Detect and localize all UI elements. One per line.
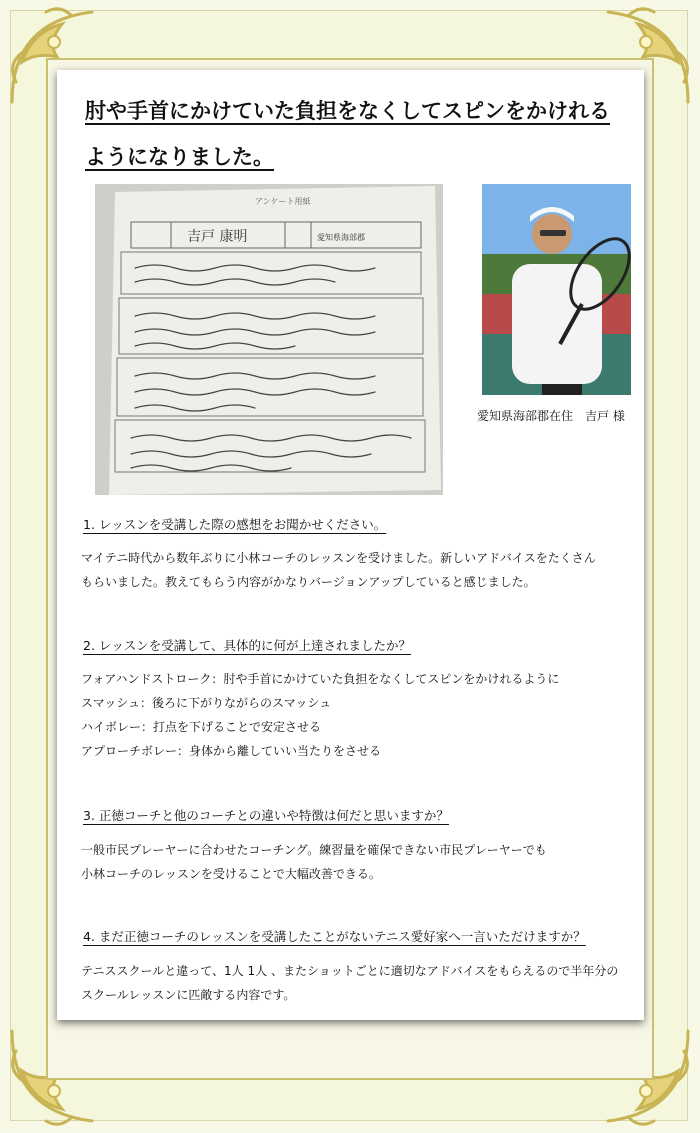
answer-4-line: テニススクールと違って、1人 1人 、またショットごとに適切なアドバイスをもらえるので半年分の [81, 964, 619, 978]
answer-4 [81, 959, 621, 1007]
page-title [85, 88, 625, 180]
answer-3-line: 小林コーチのレッスンを受けることで大幅改善できる。 [81, 867, 381, 881]
answer-3-line: 一般市民プレーヤーに合わせたコーチング。練習量を確保できない市民プレーヤーでも [81, 843, 547, 857]
answer-2 [81, 667, 621, 763]
question-4-title: 4. まだ正徳コーチのレッスンを受講したことがないテニス愛好家へ一言いただけますか？ [83, 929, 586, 944]
customer-caption: 愛知県海部郡在住 吉戸 様 [477, 409, 625, 423]
answer-1-line: もらいました。教えてもらう内容がかなりバージョンアップしていると感じました。 [81, 575, 536, 589]
testimonial-card [57, 70, 644, 1020]
title-line-1: 肘や手首にかけていた負担をなくしてスピンをかけれる [85, 99, 610, 123]
customer-photo [482, 184, 631, 395]
survey-sheet-illustration [95, 184, 443, 495]
survey-handwritten-name: 吉戸 康明 [187, 229, 248, 245]
survey-sheet-photo [95, 184, 443, 495]
question-1-title: 1. レッスンを受講した際の感想をお聞かせください。 [83, 517, 387, 532]
answer-2-line: フォアハンドストローク：肘や手首にかけていた負担をなくしてスピンをかけれるように [81, 672, 560, 686]
answer-2-line: アプローチボレー：身体から離していい当たりをさせる [81, 744, 382, 758]
customer-photo-illustration [482, 184, 631, 395]
survey-handwritten-address: 愛知県海部郡 [317, 233, 365, 242]
question-3-title: 3. 正徳コーチと他のコーチとの違いや特徴は何だと思いますか？ [83, 808, 449, 823]
title-line-2: ようになりました。 [85, 145, 274, 169]
answer-4-line: スクールレッスンに匹敵する内容です。 [81, 988, 296, 1002]
question-2-title: 2. レッスンを受講して、具体的に何が上達されましたか？ [83, 638, 412, 653]
answer-3 [81, 838, 621, 886]
survey-header-text: アンケート用紙 [255, 197, 311, 206]
answer-2-line: ハイボレー：打点を下げることで安定させる [81, 720, 322, 734]
answer-2-line: スマッシュ：後ろに下がりながらのスマッシュ [81, 696, 332, 710]
answer-1-line: マイテニ時代から数年ぶりに小林コーチのレッスンを受けました。新しいアドバイスをたくさん [81, 551, 596, 565]
answer-1 [81, 546, 621, 594]
